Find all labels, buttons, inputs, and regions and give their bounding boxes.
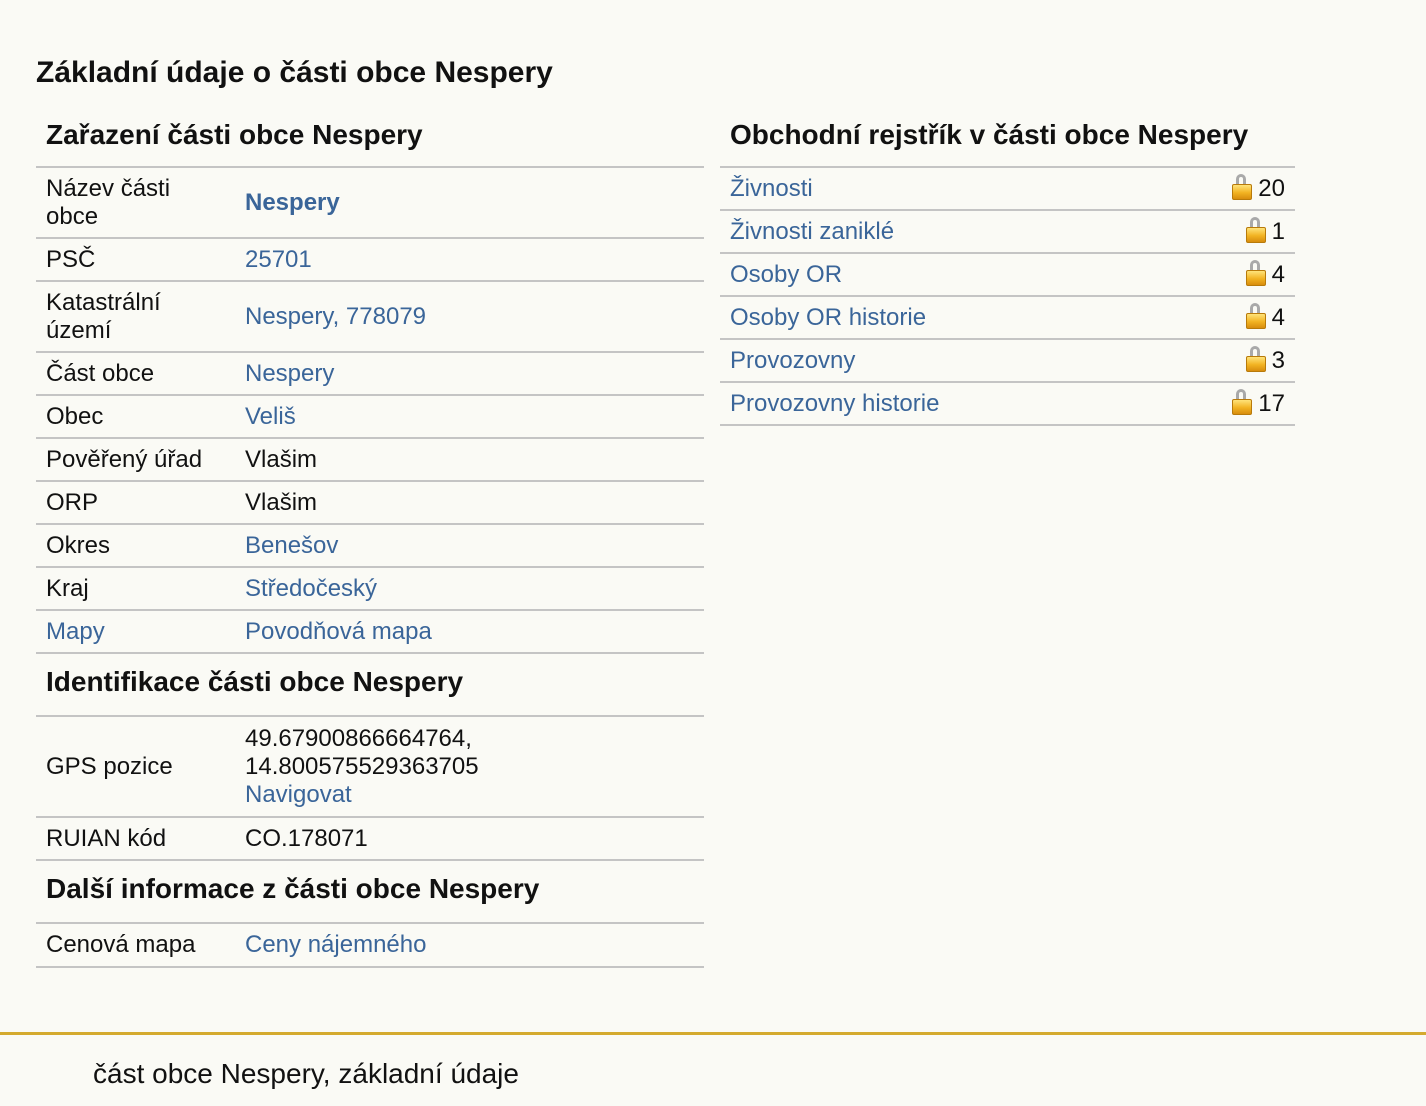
psc-label: PSČ [36,238,235,281]
ruian-value: CO.178071 [235,817,704,860]
okres-link[interactable]: Benešov [245,531,339,559]
okres-label: Okres [36,524,235,567]
obec-link[interactable]: Veliš [245,402,296,430]
identification-title: Identifikace části obce Nespery [36,654,704,717]
kraj-link[interactable]: Středočeský [245,574,378,602]
page-title: Základní údaje o části obce Nespery [36,56,553,89]
name-link[interactable]: Nespery [245,188,340,216]
registry-link-provozovny[interactable]: Provozovny [730,346,856,374]
table-row [36,524,704,567]
footer-text: část obce Nespery, základní údaje [93,1058,519,1089]
gps-latitude: 49.67900866664764, [245,724,472,752]
registry-count: 3 [1271,347,1285,374]
identification-table [36,717,704,861]
rent-prices-link[interactable]: Ceny nájemného [245,931,427,958]
table-row [36,168,704,238]
registry-column [720,114,1295,426]
ruian-label: RUIAN kód [36,817,235,860]
registry-title: Obchodní rejstřík v části obce Nespery [720,114,1295,168]
gps-longitude: 14.800575529363705 [245,752,479,780]
registry-count: 17 [1258,390,1285,417]
registry-link-zivnosti[interactable]: Živnosti [730,174,813,202]
table-row [36,567,704,610]
cast-link[interactable]: Nespery [245,359,335,387]
lock-icon [1232,174,1252,200]
cast-label: Část obce [36,352,235,395]
obec-label: Obec [36,395,235,438]
katastr-link[interactable]: Nespery, 778079 [245,302,427,330]
table-row [36,717,704,817]
orp-value: Vlašim [235,481,704,524]
registry-row [720,253,1295,296]
more-info-table [36,924,704,968]
mapy-link[interactable]: Mapy [46,617,105,645]
flood-map-link[interactable]: Povodňová mapa [245,617,432,645]
table-row [36,281,704,352]
registry-link-zivnosti-zanikle[interactable]: Živnosti zaniklé [730,217,895,245]
orp-label: ORP [36,481,235,524]
lock-icon [1246,303,1266,329]
classification-title: Zařazení části obce Nespery [36,114,704,168]
kraj-label: Kraj [36,567,235,610]
footer [0,1032,1426,1106]
urad-label: Pověřený úřad [36,438,235,481]
lock-icon [1246,346,1266,372]
registry-row [720,382,1295,425]
table-row [36,481,704,524]
registry-count: 4 [1271,304,1285,331]
table-row [36,238,704,281]
registry-row [720,210,1295,253]
table-row [36,924,704,967]
table-row [36,352,704,395]
registry-count: 20 [1258,175,1285,202]
table-row [36,438,704,481]
registry-row [720,339,1295,382]
registry-row [720,296,1295,339]
classification-table [36,168,704,654]
table-row [36,817,704,860]
lock-icon [1232,389,1252,415]
table-row [36,395,704,438]
info-column [36,114,704,968]
gps-label: GPS pozice [36,717,235,817]
price-map-label: Cenová mapa [36,924,235,967]
registry-link-provozovny-historie[interactable]: Provozovny historie [730,389,940,417]
more-info-title: Další informace z části obce Nespery [36,861,704,924]
katastr-label: Katastrální území [36,281,235,352]
psc-link[interactable]: 25701 [245,245,312,273]
table-row [36,610,704,653]
registry-count: 4 [1271,261,1285,288]
registry-link-osoby-or[interactable]: Osoby OR [730,260,843,288]
registry-table [720,168,1295,426]
registry-count: 1 [1271,218,1285,245]
name-label: Název části obce [36,168,235,238]
urad-value: Vlašim [235,438,704,481]
navigate-link[interactable]: Navigovat [245,780,352,808]
registry-link-osoby-or-historie[interactable]: Osoby OR historie [730,303,927,331]
lock-icon [1246,217,1266,243]
lock-icon [1246,260,1266,286]
registry-row [720,168,1295,210]
